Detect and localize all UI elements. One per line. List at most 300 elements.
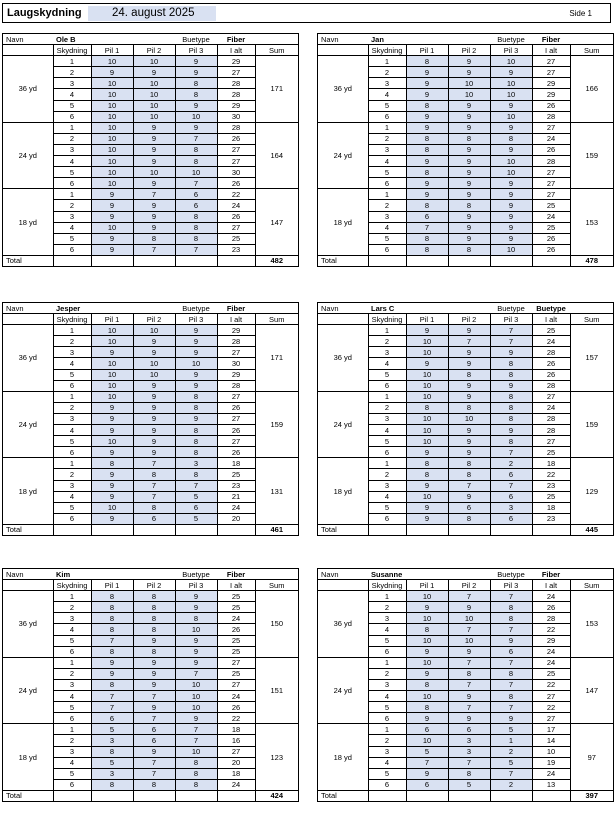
arrow-2-score: 9	[133, 200, 175, 211]
sum-header: Sum	[255, 314, 298, 325]
round-total: 22	[532, 679, 570, 690]
bow-type: Fiber	[541, 569, 561, 579]
arrow-1-score: 9	[406, 78, 448, 89]
arrow-2-score: 6	[133, 724, 175, 735]
arrow-1-score: 10	[91, 391, 133, 402]
arrow-1-score: 8	[406, 100, 448, 111]
round-number: 2	[368, 469, 406, 480]
arrow-1-score: 7	[406, 222, 448, 233]
arrow-2-score: 7	[133, 244, 175, 255]
round-total: 24	[217, 779, 255, 790]
total-label: Total	[3, 524, 53, 535]
pil2-header: Pil 2	[133, 580, 175, 591]
grand-total: 478	[570, 255, 613, 266]
round-total: 13	[532, 779, 570, 790]
round-number: 6	[53, 447, 91, 458]
round-row	[318, 189, 613, 200]
distance-label: 24 yd	[318, 122, 368, 189]
distance-sum: 151	[255, 657, 298, 724]
arrow-3-score: 10	[175, 691, 217, 702]
round-number: 5	[53, 702, 91, 713]
round-total: 16	[217, 735, 255, 746]
sum-header: Sum	[570, 314, 613, 325]
arrow-1-score: 9	[91, 233, 133, 244]
round-total: 26	[532, 144, 570, 155]
arrow-1-score: 8	[91, 746, 133, 757]
round-number: 5	[53, 369, 91, 380]
round-number: 1	[368, 724, 406, 735]
arrow-2-score: 9	[133, 122, 175, 133]
arrow-2-score: 7	[448, 657, 490, 668]
round-number: 5	[53, 100, 91, 111]
arrow-3-score: 8	[490, 668, 532, 679]
round-number: 5	[368, 635, 406, 646]
distance-label: 36 yd	[318, 591, 368, 658]
skydning-header: Skydning	[53, 580, 91, 591]
round-total: 25	[217, 233, 255, 244]
arrow-1-score: 5	[91, 757, 133, 768]
round-total: 25	[532, 200, 570, 211]
arrow-3-score: 8	[175, 757, 217, 768]
arrow-2-score: 9	[448, 67, 490, 78]
round-number: 2	[368, 67, 406, 78]
page-title: Laugskydning	[7, 7, 82, 19]
arrow-2-score: 9	[133, 211, 175, 222]
arrow-1-score: 6	[406, 211, 448, 222]
round-total: 24	[532, 657, 570, 668]
buetype-label: Buetype	[497, 303, 525, 313]
arrow-1-score: 9	[406, 513, 448, 524]
distance-sum: 150	[255, 591, 298, 658]
round-total: 25	[217, 635, 255, 646]
round-total: 30	[217, 111, 255, 122]
arrow-2-score: 10	[133, 100, 175, 111]
arrow-1-score: 9	[406, 89, 448, 100]
skydning-header: Skydning	[368, 45, 406, 56]
skydning-header: Skydning	[53, 45, 91, 56]
round-number: 4	[368, 425, 406, 436]
arrow-3-score: 6	[490, 469, 532, 480]
dist-header	[318, 580, 368, 591]
arrow-2-score: 10	[133, 56, 175, 67]
round-total: 29	[217, 369, 255, 380]
navn-label: Navn	[6, 34, 24, 44]
arrow-3-score: 9	[490, 425, 532, 436]
arrow-3-score: 8	[175, 613, 217, 624]
distance-sum: 147	[570, 657, 613, 724]
round-number: 2	[368, 668, 406, 679]
arrow-2-score: 9	[133, 178, 175, 189]
round-total: 27	[217, 144, 255, 155]
round-total: 18	[532, 458, 570, 469]
arrow-1-score: 10	[406, 491, 448, 502]
dist-header	[3, 45, 53, 56]
arrow-1-score: 10	[406, 413, 448, 424]
round-total: 19	[532, 757, 570, 768]
arrow-1-score: 8	[406, 458, 448, 469]
arrow-3-score: 7	[490, 702, 532, 713]
arrow-3-score: 10	[490, 111, 532, 122]
name-row	[3, 569, 298, 580]
round-total: 18	[532, 502, 570, 513]
pil1-header: Pil 1	[406, 45, 448, 56]
arrow-2-score: 10	[448, 413, 490, 424]
round-number: 6	[53, 513, 91, 524]
distance-label: 18 yd	[3, 189, 53, 256]
arrow-1-score: 8	[406, 402, 448, 413]
buetype-label: Buetype	[182, 303, 210, 313]
distance-sum: 129	[570, 458, 613, 525]
distance-sum: 159	[255, 391, 298, 458]
arrow-3-score: 10	[490, 89, 532, 100]
arrow-2-score: 9	[448, 178, 490, 189]
arrow-1-score: 8	[406, 200, 448, 211]
round-row	[3, 591, 298, 602]
round-total: 27	[217, 222, 255, 233]
arrow-1-score: 7	[91, 635, 133, 646]
pil2-header: Pil 2	[133, 314, 175, 325]
buetype-label: Buetype	[182, 569, 210, 579]
round-total: 24	[532, 402, 570, 413]
arrow-3-score: 7	[175, 244, 217, 255]
arrow-2-score: 7	[133, 768, 175, 779]
round-total: 22	[532, 624, 570, 635]
round-number: 5	[53, 768, 91, 779]
arrow-3-score: 10	[175, 624, 217, 635]
round-total: 26	[217, 178, 255, 189]
round-number: 3	[53, 78, 91, 89]
round-total: 28	[532, 347, 570, 358]
round-total: 26	[217, 133, 255, 144]
round-row	[3, 458, 298, 469]
round-number: 4	[53, 691, 91, 702]
bow-type: Fiber	[541, 34, 561, 44]
round-total: 27	[217, 413, 255, 424]
distance-sum: 159	[570, 122, 613, 189]
arrow-1-score: 3	[91, 735, 133, 746]
arrow-3-score: 10	[490, 78, 532, 89]
arrow-1-score: 10	[91, 133, 133, 144]
round-number: 1	[368, 591, 406, 602]
arrow-1-score: 9	[406, 325, 448, 336]
arrow-1-score: 9	[406, 646, 448, 657]
arrow-1-score: 9	[406, 502, 448, 513]
arrow-3-score: 9	[175, 347, 217, 358]
round-total: 28	[217, 336, 255, 347]
round-number: 3	[53, 211, 91, 222]
round-number: 3	[368, 211, 406, 222]
distance-sum: 147	[255, 189, 298, 256]
round-total: 24	[217, 200, 255, 211]
arrow-2-score: 7	[448, 480, 490, 491]
archer-card	[2, 302, 299, 536]
sum-header: Sum	[570, 580, 613, 591]
arrow-2-score: 8	[448, 200, 490, 211]
round-number: 2	[53, 735, 91, 746]
round-total: 28	[532, 425, 570, 436]
round-total: 26	[217, 447, 255, 458]
ialt-header: I alt	[532, 45, 570, 56]
round-total: 27	[532, 178, 570, 189]
round-number: 6	[53, 713, 91, 724]
round-number: 3	[53, 613, 91, 624]
arrow-2-score: 7	[133, 189, 175, 200]
arrow-3-score: 9	[490, 380, 532, 391]
arrow-3-score: 7	[490, 480, 532, 491]
distance-label: 24 yd	[318, 657, 368, 724]
arrow-1-score: 8	[91, 602, 133, 613]
round-total: 21	[217, 491, 255, 502]
arrow-2-score: 9	[448, 447, 490, 458]
arrow-1-score: 8	[91, 646, 133, 657]
round-number: 4	[368, 156, 406, 167]
arrow-3-score: 8	[175, 78, 217, 89]
round-number: 2	[53, 67, 91, 78]
round-number: 2	[368, 602, 406, 613]
name-row	[318, 569, 613, 580]
arrow-1-score: 10	[406, 613, 448, 624]
arrow-2-score: 9	[448, 391, 490, 402]
distance-label: 36 yd	[318, 56, 368, 123]
round-number: 2	[53, 668, 91, 679]
buetype-label: Buetype	[497, 34, 525, 44]
arrow-2-score: 7	[448, 679, 490, 690]
arrow-3-score: 9	[490, 67, 532, 78]
round-number: 2	[368, 133, 406, 144]
round-number: 5	[53, 635, 91, 646]
pil3-header: Pil 3	[175, 580, 217, 591]
round-total: 26	[217, 702, 255, 713]
arrow-3-score: 8	[175, 425, 217, 436]
arrow-2-score: 9	[133, 222, 175, 233]
navn-label: Navn	[6, 303, 24, 313]
arrow-1-score: 5	[406, 746, 448, 757]
round-total: 25	[217, 646, 255, 657]
arrow-3-score: 9	[175, 336, 217, 347]
round-number: 3	[368, 78, 406, 89]
name-row	[318, 34, 613, 45]
arrow-2-score: 9	[133, 702, 175, 713]
round-total: 29	[217, 325, 255, 336]
arrow-3-score: 8	[175, 391, 217, 402]
arrow-1-score: 9	[91, 513, 133, 524]
round-row	[318, 458, 613, 469]
round-total: 24	[532, 591, 570, 602]
arrow-2-score: 8	[133, 624, 175, 635]
arrow-3-score: 10	[175, 358, 217, 369]
round-total: 27	[217, 156, 255, 167]
round-total: 20	[217, 757, 255, 768]
ialt-header: I alt	[217, 314, 255, 325]
arrow-1-score: 9	[406, 67, 448, 78]
round-total: 24	[532, 646, 570, 657]
arrow-2-score: 8	[448, 513, 490, 524]
arrow-2-score: 9	[133, 668, 175, 679]
round-total: 18	[217, 768, 255, 779]
round-number: 5	[368, 167, 406, 178]
round-number: 4	[53, 757, 91, 768]
arrow-3-score: 9	[490, 100, 532, 111]
arrow-3-score: 7	[490, 679, 532, 690]
arrow-2-score: 7	[133, 480, 175, 491]
round-number: 6	[53, 178, 91, 189]
arrow-3-score: 9	[175, 657, 217, 668]
round-number: 6	[368, 111, 406, 122]
round-total: 26	[532, 369, 570, 380]
arrow-2-score: 9	[133, 347, 175, 358]
round-number: 5	[53, 436, 91, 447]
buetype-label: Buetype	[497, 569, 525, 579]
arrow-2-score: 9	[133, 336, 175, 347]
arrow-1-score: 10	[91, 502, 133, 513]
archer-card	[2, 33, 299, 267]
arrow-2-score: 3	[448, 735, 490, 746]
total-label: Total	[3, 255, 53, 266]
arrow-1-score: 9	[91, 491, 133, 502]
distance-label: 36 yd	[318, 325, 368, 392]
round-row	[3, 657, 298, 668]
event-date: 24. august 2025	[88, 6, 216, 21]
arrow-1-score: 8	[406, 144, 448, 155]
arrow-3-score: 7	[175, 480, 217, 491]
round-row	[3, 724, 298, 735]
round-total: 24	[532, 133, 570, 144]
pil3-header: Pil 3	[490, 314, 532, 325]
grand-total: 482	[255, 255, 298, 266]
round-total: 28	[217, 89, 255, 100]
arrow-1-score: 10	[91, 325, 133, 336]
grand-total: 461	[255, 524, 298, 535]
round-total: 25	[217, 591, 255, 602]
arrow-3-score: 8	[175, 402, 217, 413]
arrow-2-score: 7	[448, 757, 490, 768]
arrow-2-score: 8	[448, 402, 490, 413]
arrow-3-score: 9	[175, 122, 217, 133]
archer-card	[317, 33, 614, 267]
arrow-1-score: 10	[91, 100, 133, 111]
column-header-row	[318, 45, 613, 56]
distance-label: 18 yd	[318, 724, 368, 791]
round-row	[318, 325, 613, 336]
arrow-3-score: 8	[490, 402, 532, 413]
arrow-1-score: 8	[406, 233, 448, 244]
distance-label: 18 yd	[3, 724, 53, 791]
arrow-3-score: 8	[175, 233, 217, 244]
round-total: 26	[532, 233, 570, 244]
round-total: 10	[532, 746, 570, 757]
arrow-2-score: 9	[448, 156, 490, 167]
arrow-1-score: 10	[406, 391, 448, 402]
round-row	[3, 56, 298, 67]
round-number: 6	[53, 646, 91, 657]
arrow-1-score: 9	[91, 413, 133, 424]
column-header-row	[3, 45, 298, 56]
arrow-2-score: 9	[133, 635, 175, 646]
arrow-2-score: 9	[133, 413, 175, 424]
arrow-2-score: 10	[448, 89, 490, 100]
arrow-3-score: 8	[175, 469, 217, 480]
arrow-2-score: 9	[448, 100, 490, 111]
arrow-1-score: 8	[91, 591, 133, 602]
distance-sum: 157	[570, 325, 613, 392]
round-total: 30	[217, 358, 255, 369]
arrow-1-score: 7	[91, 702, 133, 713]
navn-label: Navn	[321, 303, 339, 313]
arrow-3-score: 9	[490, 347, 532, 358]
score-table	[318, 34, 613, 266]
arrow-3-score: 8	[175, 222, 217, 233]
round-number: 3	[53, 413, 91, 424]
arrow-3-score: 9	[175, 369, 217, 380]
arrow-1-score: 10	[91, 436, 133, 447]
pil3-header: Pil 3	[175, 314, 217, 325]
arrow-2-score: 9	[448, 436, 490, 447]
arrow-2-score: 10	[448, 635, 490, 646]
total-row	[3, 255, 298, 266]
arrow-2-score: 9	[448, 325, 490, 336]
round-total: 24	[217, 613, 255, 624]
round-total: 23	[532, 480, 570, 491]
round-total: 17	[532, 724, 570, 735]
arrow-3-score: 7	[175, 178, 217, 189]
round-row	[318, 724, 613, 735]
pil1-header: Pil 1	[91, 314, 133, 325]
arrow-3-score: 7	[490, 591, 532, 602]
ialt-header: I alt	[217, 580, 255, 591]
arrow-2-score: 7	[133, 691, 175, 702]
arrow-2-score: 8	[133, 646, 175, 657]
arrow-1-score: 10	[91, 336, 133, 347]
round-number: 1	[368, 325, 406, 336]
round-number: 2	[53, 402, 91, 413]
distance-sum: 171	[255, 56, 298, 123]
arrow-2-score: 10	[133, 325, 175, 336]
pil1-header: Pil 1	[406, 314, 448, 325]
round-row	[3, 189, 298, 200]
arrow-2-score: 10	[448, 78, 490, 89]
column-header-row	[318, 314, 613, 325]
arrow-1-score: 10	[91, 167, 133, 178]
distance-sum: 97	[570, 724, 613, 791]
arrow-1-score: 9	[406, 768, 448, 779]
arrow-1-score: 10	[91, 78, 133, 89]
arrow-1-score: 10	[406, 336, 448, 347]
round-number: 1	[53, 657, 91, 668]
round-row	[3, 325, 298, 336]
pil3-header: Pil 3	[490, 45, 532, 56]
round-number: 4	[53, 358, 91, 369]
round-number: 2	[53, 336, 91, 347]
arrow-3-score: 6	[175, 502, 217, 513]
round-total: 24	[217, 502, 255, 513]
round-total: 25	[532, 222, 570, 233]
round-number: 1	[368, 56, 406, 67]
arrow-1-score: 8	[406, 679, 448, 690]
total-label: Total	[318, 524, 368, 535]
ialt-header: I alt	[217, 45, 255, 56]
arrow-2-score: 9	[133, 447, 175, 458]
arrow-3-score: 8	[175, 211, 217, 222]
round-row	[318, 391, 613, 402]
round-total: 26	[217, 425, 255, 436]
round-number: 5	[368, 502, 406, 513]
arrow-1-score: 9	[91, 67, 133, 78]
arrow-1-score: 10	[406, 380, 448, 391]
total-row	[318, 790, 613, 801]
distance-sum: 153	[570, 591, 613, 658]
arrow-3-score: 2	[490, 458, 532, 469]
round-number: 4	[368, 491, 406, 502]
